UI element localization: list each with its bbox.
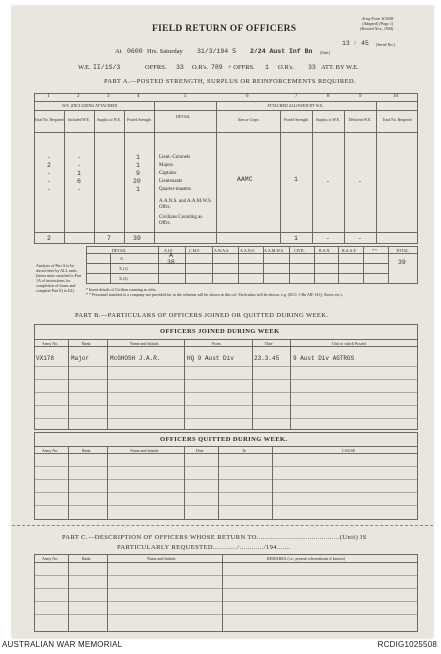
col-number-9: 9 — [359, 94, 362, 99]
joined-header-date: Date — [265, 341, 273, 346]
analysis-header-detail: DETAIL — [112, 248, 127, 253]
form-ref-line1: Army Form W.3008 — [361, 16, 394, 21]
joined-header-name: Name and Initials — [130, 341, 159, 346]
header-c1: Total No. Required — [34, 118, 64, 122]
header-c6: Arm or Corps — [237, 118, 259, 122]
header-c9: Deficient W.E. — [348, 118, 372, 122]
rank-captains: Captains — [159, 171, 177, 176]
total-col8: - — [326, 235, 330, 242]
analysis-aif-a: A — [169, 252, 173, 259]
part-c-table — [34, 554, 418, 632]
analysis-header-ran: R.A.N. — [319, 248, 331, 253]
analysis-aif-value: 38 — [167, 259, 175, 266]
ors2-label: O.R's. — [278, 64, 294, 71]
col8-value: - — [326, 178, 330, 185]
col4-row3: 9 — [136, 170, 140, 177]
return-time: 0600 — [127, 48, 143, 55]
total-col4: 39 — [133, 235, 141, 242]
part-c-line2: PARTICULARLY REQUESTED............/............/194....... — [117, 544, 292, 551]
joined-header-to: Unit to which Posted — [332, 341, 366, 346]
form-reference — [360, 16, 393, 31]
rank-quartermasters: Quarter-masters — [159, 187, 192, 192]
header-c7: Posted Strength — [284, 118, 308, 122]
we-label: W.E. — [78, 64, 91, 71]
including-attached-header: W.E. (INCLUDING ATTACHED) — [62, 103, 118, 108]
return-date: 31/3/194 5 — [197, 48, 237, 55]
rank-lieutenants: Lieutenants — [159, 179, 183, 184]
col1-row1: - — [47, 154, 51, 161]
detail-header: DETAIL — [176, 114, 191, 119]
col2-row5: - — [77, 186, 81, 193]
serial-year: 45 — [361, 40, 369, 47]
joined-date: 23.3.45 — [254, 355, 280, 362]
at-label: At — [115, 48, 122, 55]
att-value: 33 — [308, 64, 316, 71]
arm-corps-value: AAMC — [237, 176, 253, 183]
joined-from: HQ 9 Aust Div — [187, 355, 234, 362]
analysis-header-total: TOTAL — [396, 248, 409, 253]
analysis-row-x1: X.(1) — [119, 266, 128, 271]
analysis-header-raaf: R.A.A.F. — [342, 248, 357, 253]
part-c-header-name: Name and Initials — [147, 556, 176, 561]
analysis-total-value: 39 — [398, 259, 406, 266]
header-c10: Total No. Required — [382, 118, 412, 122]
joined-header-rank: Rank — [82, 341, 91, 346]
col4-row1: 1 — [136, 154, 140, 161]
part-c-header-army-no: Army No. — [42, 556, 59, 561]
col1-row2: 2 — [47, 162, 51, 169]
col1-row3: - — [47, 170, 51, 177]
joined-to: 9 Aust Div AGTRGS — [293, 355, 355, 362]
col-number-8: 8 — [327, 94, 330, 99]
part-c-header-rank: Rank — [82, 556, 91, 561]
col7-value: 1 — [294, 176, 298, 183]
footnote-2: * * Personnel attached to a company not provided for in the columns will be shown in this col. Particulars will be shown, e.g. (M.O. 5 Bn AIF, H.Q. Stores etc.). — [86, 292, 343, 297]
col-number-5: 5 — [184, 94, 187, 99]
rank-lieut-colonels: Lieut.-Colonels — [159, 155, 191, 160]
joined-title: OFFICERS JOINED DURING WEEK — [160, 328, 280, 335]
serial-suffix: (Serial No.) — [376, 42, 395, 47]
joined-name: McGHOSH J.A.R. — [110, 355, 161, 362]
col-number-2: 2 — [77, 94, 80, 99]
col-number-1: 1 — [47, 94, 50, 99]
offrs-value: 33 — [176, 64, 184, 71]
part-a-table — [34, 93, 418, 244]
header-c2: Included W.E. — [68, 118, 90, 122]
col2-row3: 1 — [77, 170, 81, 177]
joined-header-army-no: Army No. — [42, 341, 59, 346]
total-col2: 7 — [107, 235, 111, 242]
unit-name: 2/24 Aust Inf Bn — [250, 48, 313, 55]
quitted-header-rank: Rank — [82, 448, 91, 453]
analysis-note: Analysis of Part A to be shown here by ALL units (items more satisfied to Part 1A of instructions for completion of forms and complete Part E) to E2). — [36, 263, 82, 293]
offrs-label: OFFRS. — [145, 64, 167, 71]
quitted-header-name: Name and Initials — [130, 448, 159, 453]
plus-offrs-value: 1 — [265, 64, 269, 71]
part-c-line1: PART C.—DESCRIPTION OF OFFICERS WHOSE RETURN TO.........................................(Unit) IS — [62, 534, 367, 541]
analysis-header-aif: A.I.F. — [164, 248, 174, 253]
header-c8: Surplus to W.E. — [316, 118, 340, 122]
hrs-label: Hrs. Saturday — [147, 48, 183, 55]
col2-row4: 6 — [77, 178, 81, 185]
col-number-7: 7 — [295, 94, 298, 99]
rank-majors: Majors — [159, 163, 174, 168]
unit-label: (Unit) — [320, 50, 330, 55]
analysis-header-aans: A.A.N.S. — [240, 248, 255, 253]
quitted-header-to: To — [242, 448, 247, 453]
attached-allowed-header: ATTACHED ALLOWED BY W.E. — [267, 103, 324, 108]
col2-row1: - — [77, 154, 81, 161]
col-number-3: 3 — [107, 94, 110, 99]
form-ref-line2: (Adapted) (Page 1) — [362, 21, 394, 26]
tear-line — [12, 525, 433, 526]
serial-value: 13 — [342, 40, 350, 47]
att-label: ATT. BY W.E. — [321, 64, 359, 71]
total-col1: 2 — [47, 235, 51, 242]
analysis-header-other: * * — [372, 248, 377, 253]
header-c3: Surplus to W.E. — [97, 118, 121, 122]
ors-value: 789 — [211, 64, 223, 71]
quitted-header-army-no: Army No. — [42, 448, 59, 453]
analysis-row-a: A. — [120, 256, 124, 261]
form-sheet: Army Form W.3008 (Adapted) (Page 1) (Revised Nov., 1944) FIELD RETURN OF OFFICERS 13 / 45 (Serial No.) At 0600 Hrs. Saturday 31/3/194 5 2/24 Aust Inf Bn (Unit) W.E. II/1S/3 OFFRS. 33 O.R's. 789 + OFFRS. 1 O.R's. 33 ATT. BY W.E. PART A.—POSTED STRENGTH, SURPLUS OR REINFORCEMENTS REQUIRED. 1 2 3 4 5 6 7 8 9 10 W.E. (INCLUDING ATTACHED) ATTACHED ALLOWED BY W.E. DETAIL Total No. Required Included W.E. Surplus to W.E. Posted Strength Arm or Corps Posted Strength Surplus to W.E. Deficient W.E. Total No. Required Lieut.-Colonels Majors Captains Lieutenants Quarter-masters A.A.N.S. and A.A.M.W.S. Offrs. Civilians Counting as Offrs. - 2 - - - - - 1 6 - 1 1 9 20 1 AAMC 1 - - 2 7 39 1 - - Analysis of Part A to be shown here by ALL units (items more satisfied to Part 1A of instructions for completion of forms and complete Part E) to E2). DETAIL A.I.F. C.M.F. A.W.A.S. A.A.N.S. A.A.M.W.S. CIVIL R.A.N. R.A.A.F. * * TOTAL A. X.(1) X.(2) A 38 39 * Insert details of Civilian counting as offrs. * * Personnel attached to a company not provided for in the columns will be shown in this col. Particulars will be shown, e.g. (M.O. 5 Bn AIF, H.Q. Stores etc.). PART B.—PARTICULARS OF OFFICERS JOINED OR QUITTED DURING WEEK. OFFICERS JOINED DURING WEEK Army No. Rank Name and Initials From Date Unit to which Posted VX178 Major McGHOSH J.A.R. HQ 9 Aust Div 23.3.45 9 Aust Div AGTRGS OFFICERS QUITTED DURING WEEK. Army No. Rank Name and Initials Date To CAUSE PART C.—DESCRIPTION OF OFFICERS WHOSE RETURN TO.........................................(Unit) IS PARTICULARLY REQUESTED............/............/194....... Army No. Rank Name and Initials REMARKS (i.e., present whereabouts if known) — [12, 6, 433, 638]
joined-header-from: From — [212, 341, 221, 346]
footer-record-id: RCDIG1025508 — [377, 640, 437, 649]
col4-row2: 1 — [136, 162, 140, 169]
part-c-header-remarks: REMARKS (i.e., present whereabouts if known) — [267, 556, 345, 561]
col2-row2: - — [77, 162, 81, 169]
part-b-title: PART B.—PARTICULARS OF OFFICERS JOINED OR QUITTED DURING WEEK. — [75, 312, 329, 319]
we-value: II/1S/3 — [93, 64, 121, 71]
analysis-header-awas: A.W.A.S. — [214, 248, 230, 253]
col-number-10: 10 — [393, 94, 398, 99]
total-col7: 1 — [294, 235, 298, 242]
quitted-header-date: Date — [196, 448, 204, 453]
quitted-title: OFFICERS QUITTED DURING WEEK. — [160, 436, 288, 443]
col1-row4: - — [47, 178, 51, 185]
form-ref-line3: (Revised Nov., 1944) — [360, 26, 394, 31]
col9-value: - — [358, 178, 362, 185]
analysis-header-cmf: C.M.F. — [189, 248, 201, 253]
analysis-header-aamws: A.A.M.W.S. — [264, 248, 284, 253]
col1-row5: - — [47, 186, 51, 193]
col-number-4: 4 — [137, 94, 140, 99]
joined-army-no: VX178 — [36, 355, 55, 362]
joined-rank: Major — [71, 355, 90, 362]
col4-row4: 20 — [133, 178, 141, 185]
analysis-row-x2: X.(2) — [119, 276, 128, 281]
form-title: FIELD RETURN OF OFFICERS — [152, 24, 297, 34]
col-number-6: 6 — [246, 94, 249, 99]
col4-row5: 1 — [136, 186, 140, 193]
rank-nursing-offrs: A.A.N.S. and A.A.M.W.S. Offrs. — [159, 199, 213, 210]
footer-credit: AUSTRALIAN WAR MEMORIAL — [2, 640, 123, 649]
total-col9: - — [358, 235, 362, 242]
rank-civilians: Civilians Counting as Offrs. — [159, 215, 203, 226]
part-a-title: PART A.—POSTED STRENGTH, SURPLUS OR REINFORCEMENTS REQUIRED. — [104, 78, 357, 85]
analysis-header-civil: CIVIL — [294, 248, 305, 253]
footnote-1: * Insert details of Civilian counting as offrs. — [86, 287, 157, 292]
plus-offrs-label: + OFFRS. — [228, 64, 255, 71]
header-c4: Posted Strength — [127, 118, 151, 122]
quitted-header-cause: CAUSE — [342, 448, 356, 453]
ors-label: O.R's. — [192, 64, 208, 71]
